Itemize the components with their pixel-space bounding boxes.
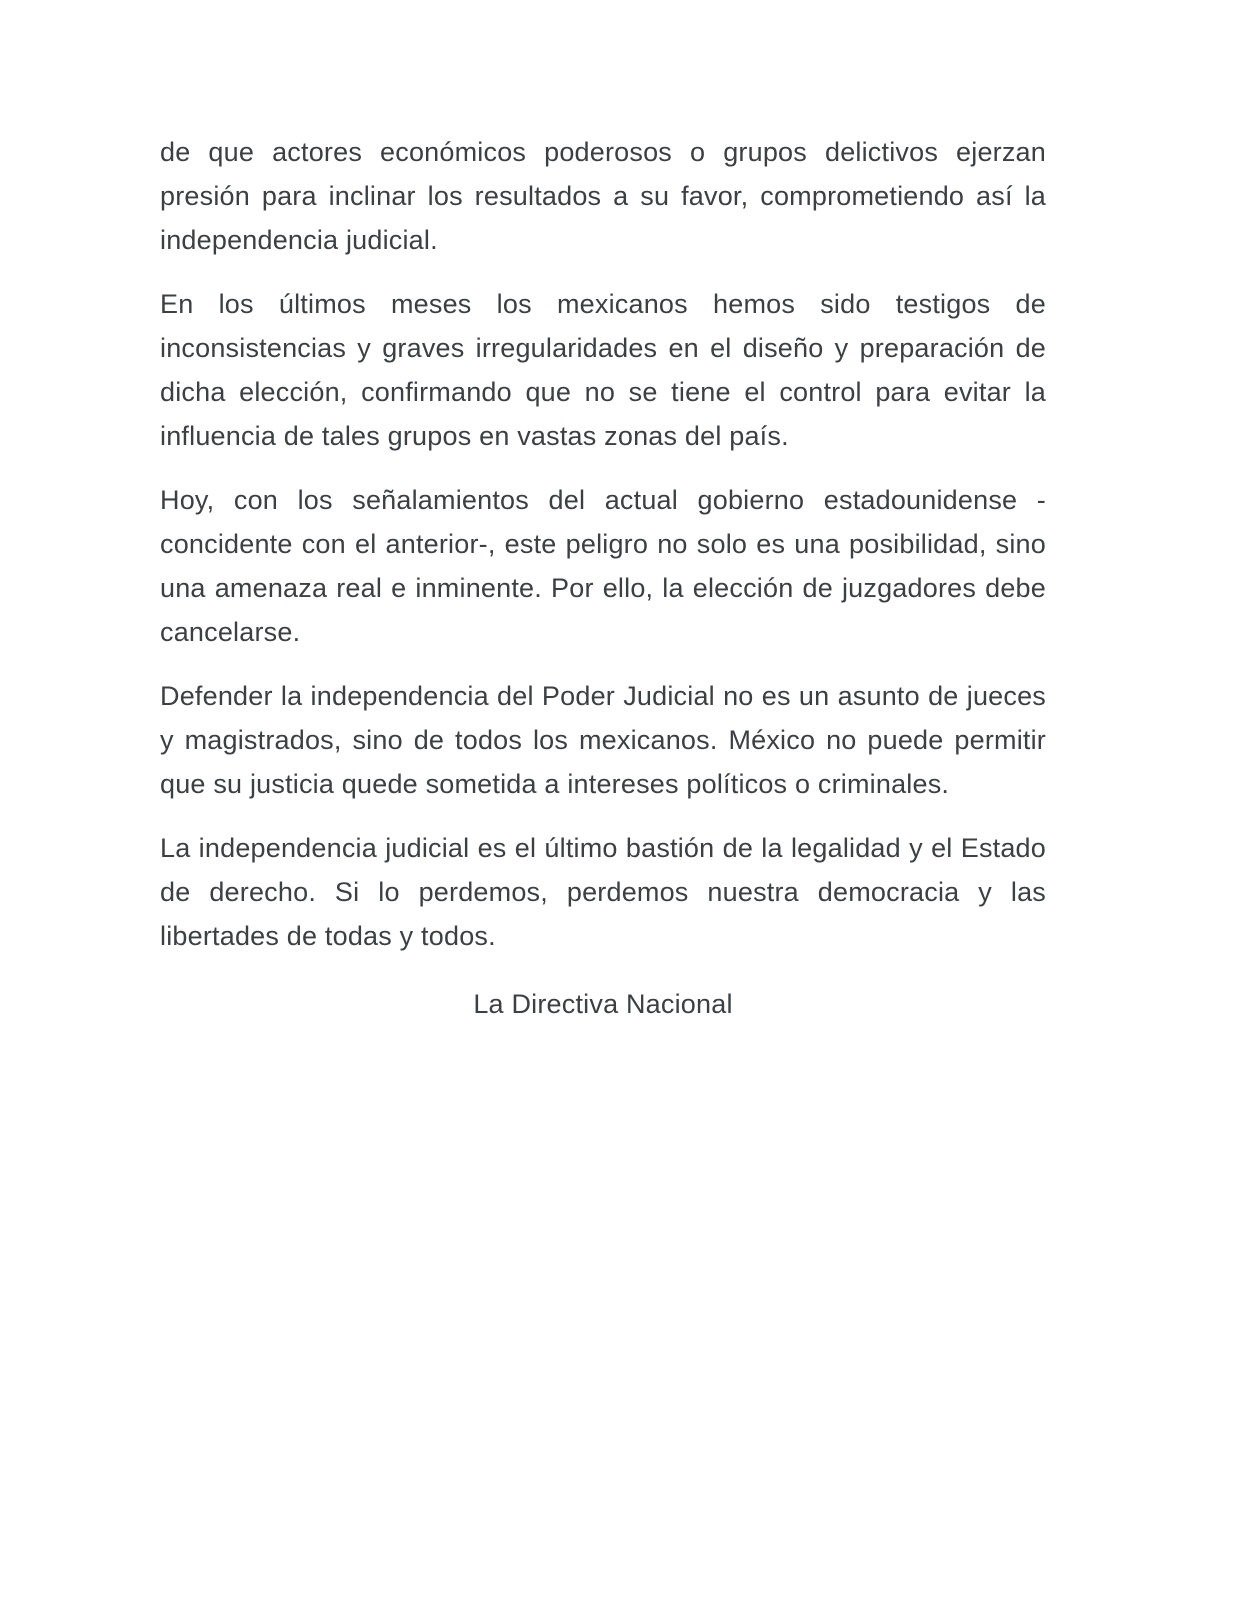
body-paragraph-1: de que actores económicos poderosos o grupos delictivos ejerzan presión para inclinar los resultados a su favor, comprometiendo así la independencia judicial. [160, 137, 1046, 255]
body-paragraph-2: En los últimos meses los mexicanos hemos sido testigos de inconsistencias y graves irregularidades en el diseño y preparación de dicha elección, confirmando que no se tiene el control para evitar la influencia de tales grupos en vastas zonas del país. [160, 289, 1046, 451]
body-paragraph-5: La independencia judicial es el último bastión de la legalidad y el Estado de derecho. Si lo perdemos, perdemos nuestra democracia y las libertades de todas y todos. [160, 833, 1046, 951]
body-paragraph-3: Hoy, con los señalamientos del actual gobierno estadounidense - concidente con el anterior-, este peligro no solo es una posibilidad, sino una amenaza real e inminente. Por ello, la elección de juzgadores debe cancelarse. [160, 485, 1046, 647]
body-paragraph-4: Defender la independencia del Poder Judicial no es un asunto de jueces y magistrados, sino de todos los mexicanos. México no puede permitir que su justicia quede sometida a intereses políticos o criminales. [160, 681, 1046, 799]
letter-body [160, 130, 1046, 1026]
signature-line: La Directiva Nacional [473, 989, 733, 1019]
